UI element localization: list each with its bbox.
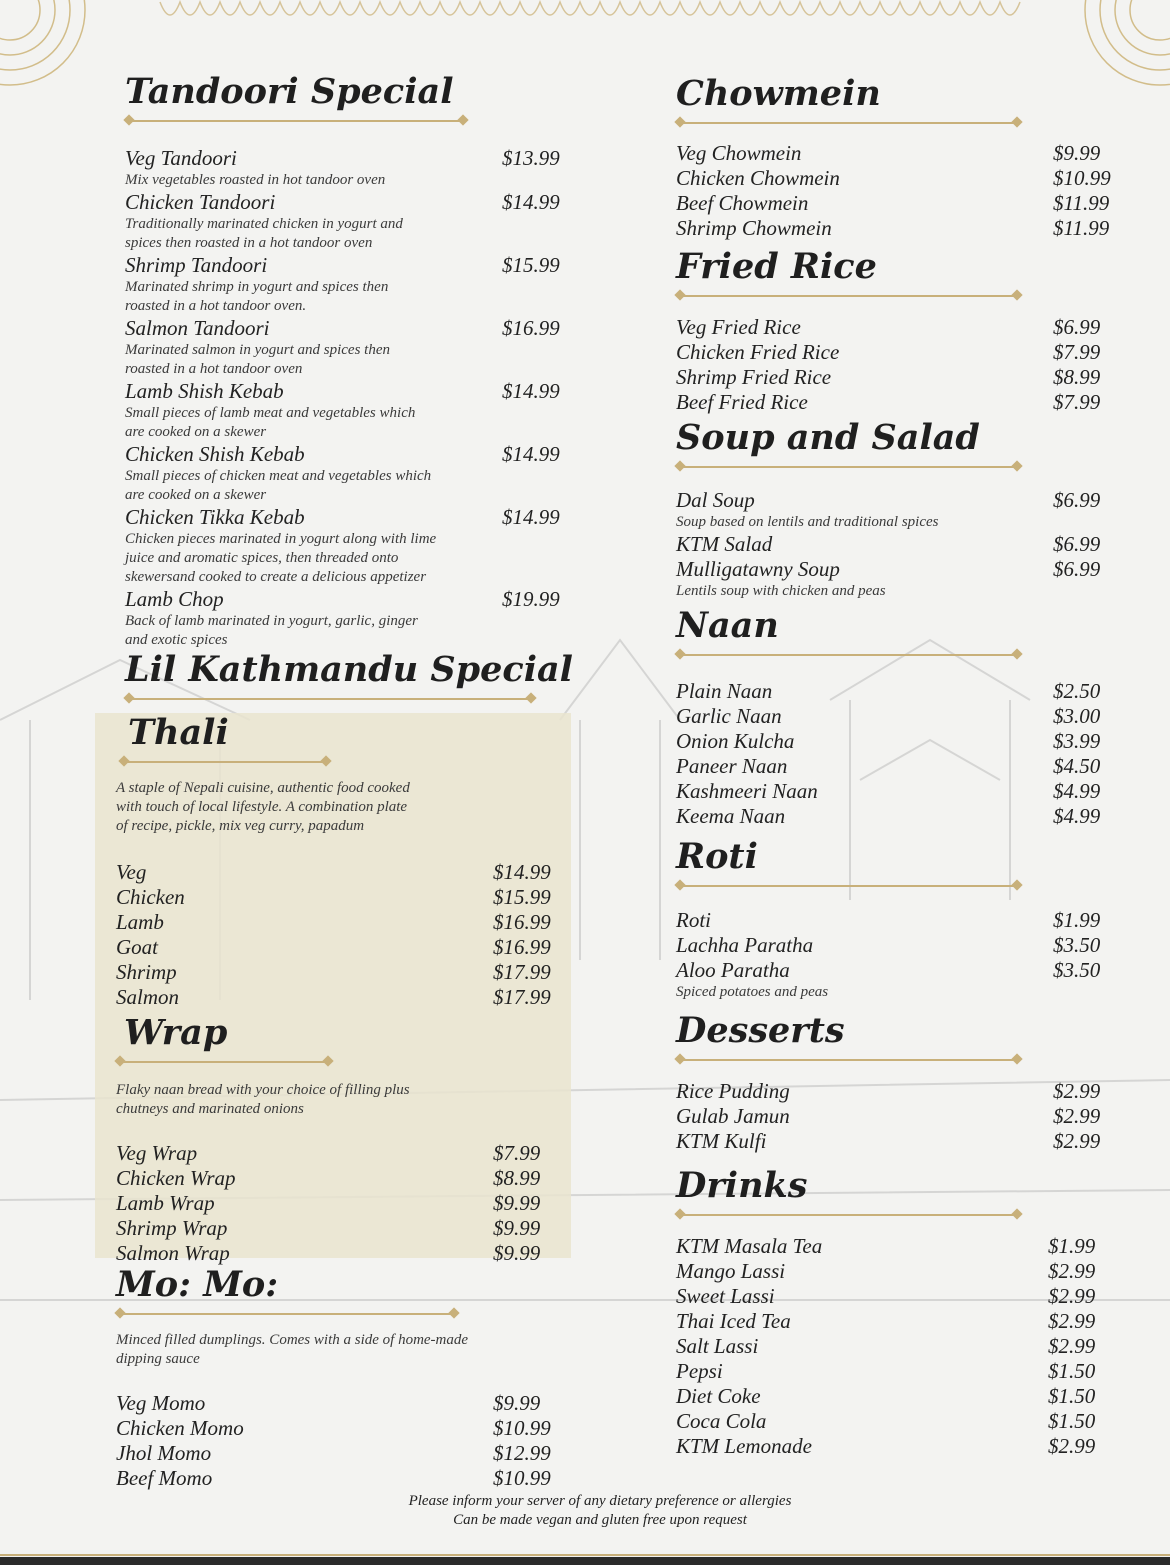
item-name: Veg Fried Rice [676, 315, 801, 339]
section-divider [116, 1309, 458, 1319]
item-name: KTM Salad [676, 532, 773, 556]
item-price: $6.99 [1053, 488, 1101, 512]
item-name: Roti [676, 908, 711, 932]
menu-item [125, 190, 565, 253]
menu-item [676, 390, 1121, 415]
item-description: are cooked on a skewer [125, 424, 267, 440]
section-title: Drinks [676, 1165, 808, 1206]
menu-item [676, 1334, 1121, 1359]
menu-list [116, 860, 566, 1010]
item-name: KTM Masala Tea [676, 1234, 823, 1258]
drinks-section [676, 1166, 1121, 1459]
menu-item [676, 729, 1121, 754]
menu-item [676, 933, 1121, 958]
section-divider [120, 757, 330, 767]
menu-item [125, 442, 565, 505]
item-name: Pepsi [676, 1359, 723, 1383]
item-price: $1.50 [1048, 1384, 1096, 1408]
item-description: Mix vegetables roasted in hot tandoor oven [125, 172, 386, 188]
item-name: Onion Kulcha [676, 729, 795, 753]
item-name: Chicken Tikka Kebab [125, 505, 305, 529]
menu-item [116, 1141, 566, 1166]
item-name: Chicken Wrap [116, 1166, 236, 1190]
thali-section [116, 713, 566, 1010]
section-intro [116, 1081, 566, 1119]
item-price: $9.99 [493, 1391, 541, 1415]
section-title: Thali [128, 712, 229, 753]
menu-item [676, 141, 1121, 166]
item-name: Veg [116, 860, 147, 884]
item-price: $2.99 [1048, 1284, 1096, 1308]
menu-item [116, 960, 566, 985]
menu-item [676, 754, 1121, 779]
item-price: $16.99 [493, 935, 551, 959]
item-name: Rice Pudding [676, 1079, 790, 1103]
friedrice-section [676, 247, 1121, 415]
section-title: Tandoori Special [125, 71, 454, 112]
item-name: Beef Chowmein [676, 191, 809, 215]
item-name: Lamb Shish Kebab [125, 379, 284, 403]
desserts-section [676, 1011, 1121, 1154]
section-divider [676, 462, 1021, 472]
section-title: Soup and Salad [676, 417, 980, 458]
item-description: Marinated salmon in yogurt and spices then [125, 342, 390, 358]
item-name: Lamb [116, 910, 164, 934]
menu-item [676, 679, 1121, 704]
item-name: Dal Soup [676, 488, 755, 512]
menu-item [676, 488, 1121, 532]
section-title: Wrap [124, 1012, 228, 1053]
wrap-section [116, 1013, 566, 1266]
item-price: $1.99 [1053, 908, 1101, 932]
item-price: $3.00 [1053, 704, 1101, 728]
menu-list [676, 679, 1121, 829]
section-title: Lil Kathmandu Special [125, 649, 573, 690]
item-price: $7.99 [1053, 340, 1101, 364]
item-price: $10.99 [493, 1416, 551, 1440]
item-name: KTM Lemonade [676, 1434, 812, 1458]
section-divider [676, 881, 1021, 891]
item-description: Chicken pieces marinated in yogurt along with lime [125, 531, 437, 547]
menu-item [676, 1409, 1121, 1434]
item-price: $4.50 [1053, 754, 1101, 778]
menu-item [116, 985, 566, 1010]
item-description: Small pieces of lamb meat and vegetables which [125, 405, 416, 421]
menu-item [116, 1241, 566, 1266]
menu-item [676, 1234, 1121, 1259]
item-name: Gulab Jamun [676, 1104, 790, 1128]
menu-list [676, 908, 1121, 1002]
item-description: roasted in a hot tandoor oven. [125, 298, 307, 314]
menu-item [116, 860, 566, 885]
item-price: $3.50 [1053, 933, 1101, 957]
item-name: Chicken Momo [116, 1416, 244, 1440]
menu-item [116, 910, 566, 935]
menu-item [676, 340, 1121, 365]
bottom-ornament-border [0, 1551, 1170, 1565]
section-title: Roti [676, 836, 758, 877]
item-description: Soup based on lentils and traditional spices [676, 514, 939, 530]
item-name: Shrimp Wrap [116, 1216, 228, 1240]
item-name: Shrimp [116, 960, 177, 984]
item-description: Lentils soup with chicken and peas [676, 583, 886, 599]
item-price: $7.99 [493, 1141, 541, 1165]
menu-list [676, 1234, 1121, 1459]
item-price: $19.99 [502, 587, 560, 611]
menu-item [116, 885, 566, 910]
item-name: Diet Coke [676, 1384, 761, 1408]
item-name: Salmon Wrap [116, 1241, 230, 1265]
item-price: $11.99 [1053, 191, 1110, 215]
menu-item [676, 804, 1121, 829]
item-price: $3.50 [1053, 958, 1101, 982]
footer-line-2: Can be made vegan and gluten free upon request [453, 1512, 747, 1528]
section-divider [676, 1210, 1021, 1220]
item-name: Beef Momo [116, 1466, 213, 1490]
item-price: $4.99 [1053, 779, 1101, 803]
intro-line: chutneys and marinated onions [116, 1101, 304, 1117]
item-name: Salmon [116, 985, 179, 1009]
item-name: Shrimp Fried Rice [676, 365, 832, 389]
item-price: $15.99 [493, 885, 551, 909]
section-title: Naan [676, 605, 779, 646]
intro-line: Minced filled dumplings. Comes with a side of home-made [116, 1332, 469, 1348]
item-name: Keema Naan [676, 804, 786, 828]
item-price: $6.99 [1053, 532, 1101, 556]
menu-item [676, 1104, 1121, 1129]
menu-item [676, 166, 1121, 191]
item-name: Mulligatawny Soup [676, 557, 840, 581]
item-name: Lamb Chop [125, 587, 224, 611]
item-name: Veg Tandoori [125, 146, 237, 170]
footer-line-1: Please inform your server of any dietary preference or allergies [408, 1493, 792, 1509]
item-price: $9.99 [493, 1191, 541, 1215]
item-price: $9.99 [493, 1241, 541, 1265]
item-name: Chicken Shish Kebab [125, 442, 305, 466]
section-divider [116, 1057, 332, 1067]
roti-section [676, 837, 1121, 1002]
item-price: $2.99 [1048, 1434, 1096, 1458]
item-name: Mango Lassi [676, 1259, 786, 1283]
item-name: Garlic Naan [676, 704, 782, 728]
item-name: Chicken [116, 885, 185, 909]
item-price: $14.99 [502, 190, 560, 214]
item-price: $2.99 [1048, 1334, 1096, 1358]
menu-item [676, 1434, 1121, 1459]
intro-line: dipping sauce [116, 1351, 200, 1367]
menu-item [676, 1384, 1121, 1409]
section-intro [116, 1331, 566, 1369]
item-price: $17.99 [493, 985, 551, 1009]
soup-section [676, 418, 1121, 601]
intro-line: A staple of Nepali cuisine, authentic food cooked [116, 780, 410, 796]
menu-item [116, 1466, 566, 1491]
menu-item [676, 532, 1121, 557]
item-price: $6.99 [1053, 315, 1101, 339]
item-name: Veg Wrap [116, 1141, 198, 1165]
item-price: $17.99 [493, 960, 551, 984]
menu-item [676, 216, 1121, 241]
item-price: $14.99 [493, 860, 551, 884]
menu-item [676, 557, 1121, 601]
section-title: Mo: Mo: [116, 1264, 279, 1305]
menu-list [116, 1391, 566, 1491]
item-description: and exotic spices [125, 632, 228, 648]
item-description: spices then roasted in a hot tandoor oven [125, 235, 373, 251]
item-name: Coca Cola [676, 1409, 767, 1433]
section-title: Desserts [676, 1010, 845, 1051]
item-description: Spiced potatoes and peas [676, 984, 829, 1000]
item-name: Shrimp Chowmein [676, 216, 832, 240]
menu-item [116, 1216, 566, 1241]
item-price: $10.99 [1053, 166, 1111, 190]
menu-item [125, 253, 565, 316]
menu-item [676, 1079, 1121, 1104]
item-price: $9.99 [1053, 141, 1101, 165]
menu-item [676, 191, 1121, 216]
item-price: $16.99 [493, 910, 551, 934]
item-name: Paneer Naan [676, 754, 788, 778]
menu-list [676, 1079, 1121, 1154]
item-description: are cooked on a skewer [125, 487, 267, 503]
section-title: Chowmein [676, 73, 881, 114]
item-price: $2.99 [1048, 1259, 1096, 1283]
naan-section [676, 606, 1121, 829]
item-description: roasted in a hot tandoor oven [125, 361, 303, 377]
item-price: $4.99 [1053, 804, 1101, 828]
item-price: $1.99 [1048, 1234, 1096, 1258]
menu-list [676, 141, 1121, 241]
menu-list [125, 146, 565, 650]
item-name: Shrimp Tandoori [125, 253, 268, 277]
menu-list [676, 315, 1121, 415]
item-name: Lamb Wrap [116, 1191, 215, 1215]
item-description: Small pieces of chicken meat and vegetables which [125, 468, 432, 484]
menu-item [116, 935, 566, 960]
item-description: juice and aromatic spices, then threaded onto [125, 550, 399, 566]
menu-item [116, 1441, 566, 1466]
item-price: $12.99 [493, 1441, 551, 1465]
menu-item [116, 1416, 566, 1441]
momo-section [116, 1265, 566, 1491]
allergy-notice [300, 1492, 900, 1530]
menu-item [125, 505, 565, 587]
intro-line: with touch of local lifestyle. A combination plate [116, 799, 408, 815]
item-price: $2.99 [1053, 1129, 1101, 1153]
item-price: $1.50 [1048, 1409, 1096, 1433]
item-price: $15.99 [502, 253, 560, 277]
item-name: Chicken Fried Rice [676, 340, 840, 364]
item-price: $1.50 [1048, 1359, 1096, 1383]
item-description: skewersand cooked to create a delicious appetizer [125, 569, 427, 585]
section-divider [676, 291, 1021, 301]
menu-item [676, 1129, 1121, 1154]
item-name: Goat [116, 935, 158, 959]
item-name: Lachha Paratha [676, 933, 814, 957]
menu-item [116, 1391, 566, 1416]
item-name: Plain Naan [676, 679, 773, 703]
item-name: Jhol Momo [116, 1441, 212, 1465]
item-name: Salt Lassi [676, 1334, 759, 1358]
section-divider [676, 650, 1021, 660]
intro-line: of recipe, pickle, mix veg curry, papadum [116, 818, 365, 834]
chowmein-section [676, 74, 1121, 241]
special-heading [125, 649, 573, 704]
menu-item [125, 587, 565, 650]
item-description: Back of lamb marinated in yogurt, garlic, ginger [125, 613, 418, 629]
item-price: $14.99 [502, 442, 560, 466]
section-divider [676, 118, 1021, 128]
section-divider [125, 116, 467, 126]
menu-item [676, 1259, 1121, 1284]
item-name: Veg Chowmein [676, 141, 802, 165]
item-name: Thai Iced Tea [676, 1309, 791, 1333]
item-name: Aloo Paratha [676, 958, 790, 982]
menu-item [125, 379, 565, 442]
item-price: $2.99 [1048, 1309, 1096, 1333]
item-name: Salmon Tandoori [125, 316, 270, 340]
item-price: $16.99 [502, 316, 560, 340]
item-price: $3.99 [1053, 729, 1101, 753]
item-price: $10.99 [493, 1466, 551, 1490]
item-price: $14.99 [502, 505, 560, 529]
menu-item [676, 779, 1121, 804]
item-price: $11.99 [1053, 216, 1110, 240]
section-title: Fried Rice [676, 246, 877, 287]
section-intro [116, 779, 566, 836]
item-name: Sweet Lassi [676, 1284, 775, 1308]
item-name: Chicken Tandoori [125, 190, 276, 214]
menu-list [676, 488, 1121, 601]
menu-item [676, 1309, 1121, 1334]
intro-line: Flaky naan bread with your choice of filling plus [116, 1082, 410, 1098]
menu-list [116, 1141, 566, 1266]
item-price: $6.99 [1053, 557, 1101, 581]
menu-item [676, 1284, 1121, 1309]
menu-item [676, 365, 1121, 390]
menu-item [125, 146, 565, 190]
item-price: $8.99 [493, 1166, 541, 1190]
item-price: $9.99 [493, 1216, 541, 1240]
tandoori-section [125, 72, 565, 650]
menu-item [676, 704, 1121, 729]
menu-item [676, 1359, 1121, 1384]
section-divider [676, 1055, 1021, 1065]
item-name: Chicken Chowmein [676, 166, 840, 190]
menu-item [116, 1191, 566, 1216]
menu-item [125, 316, 565, 379]
menu-item [676, 315, 1121, 340]
menu-item [676, 958, 1121, 1002]
item-price: $14.99 [502, 379, 560, 403]
menu-item [676, 908, 1121, 933]
item-price: $2.99 [1053, 1079, 1101, 1103]
item-price: $13.99 [502, 146, 560, 170]
item-name: Veg Momo [116, 1391, 206, 1415]
item-price: $7.99 [1053, 390, 1101, 414]
corner-mandala-left [0, 0, 92, 92]
item-name: Kashmeeri Naan [676, 779, 818, 803]
top-ornament-border [0, 0, 1170, 30]
item-description: Marinated shrimp in yogurt and spices then [125, 279, 389, 295]
item-price: $2.50 [1053, 679, 1101, 703]
item-description: Traditionally marinated chicken in yogurt and [125, 216, 403, 232]
item-price: $2.99 [1053, 1104, 1101, 1128]
section-divider [125, 694, 535, 704]
item-price: $8.99 [1053, 365, 1101, 389]
menu-item [116, 1166, 566, 1191]
item-name: KTM Kulfi [676, 1129, 767, 1153]
item-name: Beef Fried Rice [676, 390, 808, 414]
